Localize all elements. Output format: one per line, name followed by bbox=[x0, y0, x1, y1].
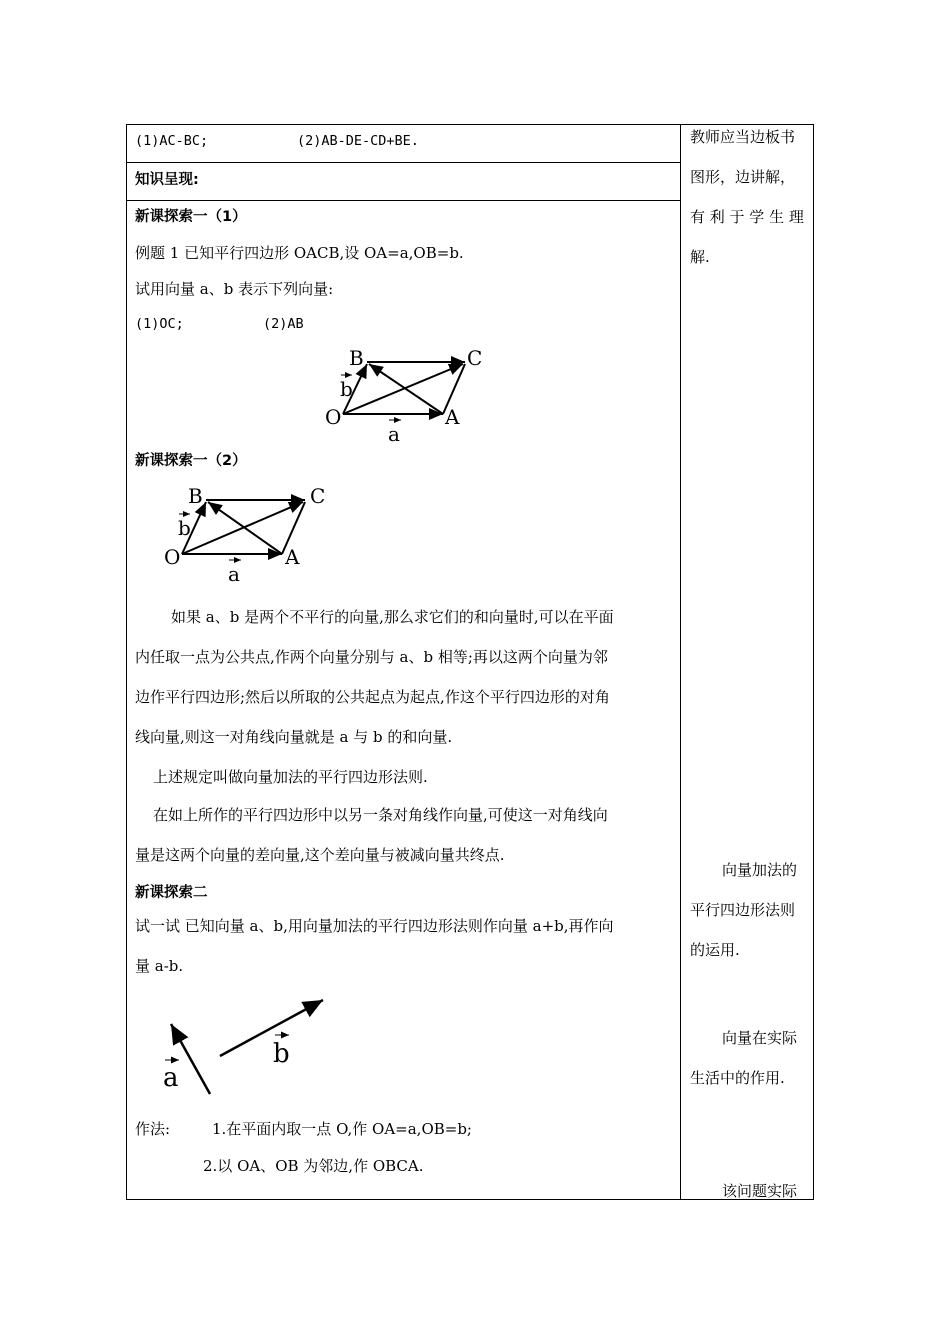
paragraph-line: 线向量,则这一对角线向量就是 a 与 b 的和向量. bbox=[135, 728, 453, 746]
paragraph-line: 在如上所作的平行四边形中以另一条对角线作向量,可使这一对角线向 bbox=[153, 806, 608, 824]
parallelogram-diagram-1 bbox=[315, 340, 495, 450]
question-1: (1)OC; bbox=[135, 316, 184, 332]
parallelogram-diagram-2 bbox=[150, 478, 340, 588]
label-a: A bbox=[285, 545, 300, 569]
label-o: O bbox=[325, 405, 342, 429]
exercise-item-2: (2)AB-DE-CD+BE. bbox=[297, 133, 419, 149]
label-o: O bbox=[164, 545, 181, 569]
diagonal-ab bbox=[208, 502, 282, 554]
section-heading-explore1-2: 新课探索一（2） bbox=[135, 453, 247, 469]
question-2: (2)AB bbox=[263, 316, 304, 332]
side-note-2 bbox=[690, 850, 806, 970]
label-vec-a: a bbox=[163, 1063, 179, 1093]
exercise-item-1: (1)AC-BC; bbox=[135, 133, 209, 149]
side-note-line: 向量在实际 bbox=[722, 1029, 798, 1047]
side-note-line: 生活中的作用. bbox=[690, 1069, 785, 1087]
label-vec-b: b bbox=[340, 377, 353, 401]
instruction-text: 试用向量 a、b 表示下列向量: bbox=[135, 280, 334, 298]
side-note-3 bbox=[690, 1018, 806, 1098]
label-c: C bbox=[310, 484, 326, 508]
label-b: B bbox=[349, 346, 364, 370]
side-note-line: 的运用. bbox=[690, 941, 740, 959]
side-note-line: 平行四边形法则 bbox=[690, 901, 796, 919]
paragraph-line: 边作平行四边形;然后以所取的公共起点为起点,作这个平行四边形的对角 bbox=[135, 688, 610, 706]
label-a: A bbox=[445, 405, 460, 429]
label-vec-b: b bbox=[273, 1039, 290, 1069]
paragraph-line: 如果 a、b 是两个不平行的向量,那么求它们的和向量时,可以在平面 bbox=[171, 608, 614, 626]
diagonal-ab bbox=[369, 364, 443, 414]
paragraph-line: 内任取一点为公共点,作两个向量分别与 a、b 相等;再以这两个向量为邻 bbox=[135, 648, 608, 666]
label-c: C bbox=[467, 346, 483, 370]
label-vec-a: a bbox=[388, 422, 400, 446]
row-divider bbox=[126, 200, 681, 201]
vectors-a-b-diagram bbox=[155, 990, 345, 1100]
vector-b-arrow bbox=[220, 1000, 323, 1056]
side-note-line: 教师应当边板书 bbox=[690, 128, 796, 146]
paragraph-line: 量是这两个向量的差向量,这个差向量与被减向量共终点. bbox=[135, 846, 505, 864]
method-label: 作法: bbox=[135, 1120, 171, 1138]
side-note-4: 该问题实际 bbox=[722, 1182, 798, 1200]
side-note-line: 图形，边讲解， bbox=[690, 168, 796, 186]
side-note-line: 有 利 于 学 生 理 bbox=[690, 208, 804, 226]
method-step-1: 1.在平面内取一点 O,作 OA=a,OB=b; bbox=[212, 1120, 472, 1138]
paragraph-rule: 上述规定叫做向量加法的平行四边形法则. bbox=[153, 768, 428, 786]
example-statement: 例题 1 已知平行四边形 OACB,设 OA=a,OB=b. bbox=[135, 244, 464, 262]
try-line: 试一试 已知向量 a、b,用向量加法的平行四边形法则作向量 a+b,再作向 bbox=[135, 917, 614, 935]
section-heading-explore2: 新课探索二 bbox=[135, 885, 208, 901]
row-divider bbox=[126, 162, 681, 163]
side-note-1 bbox=[690, 117, 806, 277]
label-b: B bbox=[188, 484, 203, 508]
knowledge-header: 知识呈现: bbox=[135, 172, 199, 188]
column-divider bbox=[680, 124, 681, 1200]
side-note-line: 向量加法的 bbox=[722, 861, 798, 879]
label-vec-b: b bbox=[178, 516, 191, 540]
method-step-2: 2.以 OA、OB 为邻边,作 OBCA. bbox=[203, 1157, 424, 1175]
section-heading-explore1-1: 新课探索一（1） bbox=[135, 209, 247, 225]
label-vec-a: a bbox=[228, 562, 240, 586]
try-line: 量 a-b. bbox=[135, 957, 184, 975]
side-note-line: 解. bbox=[690, 248, 710, 266]
